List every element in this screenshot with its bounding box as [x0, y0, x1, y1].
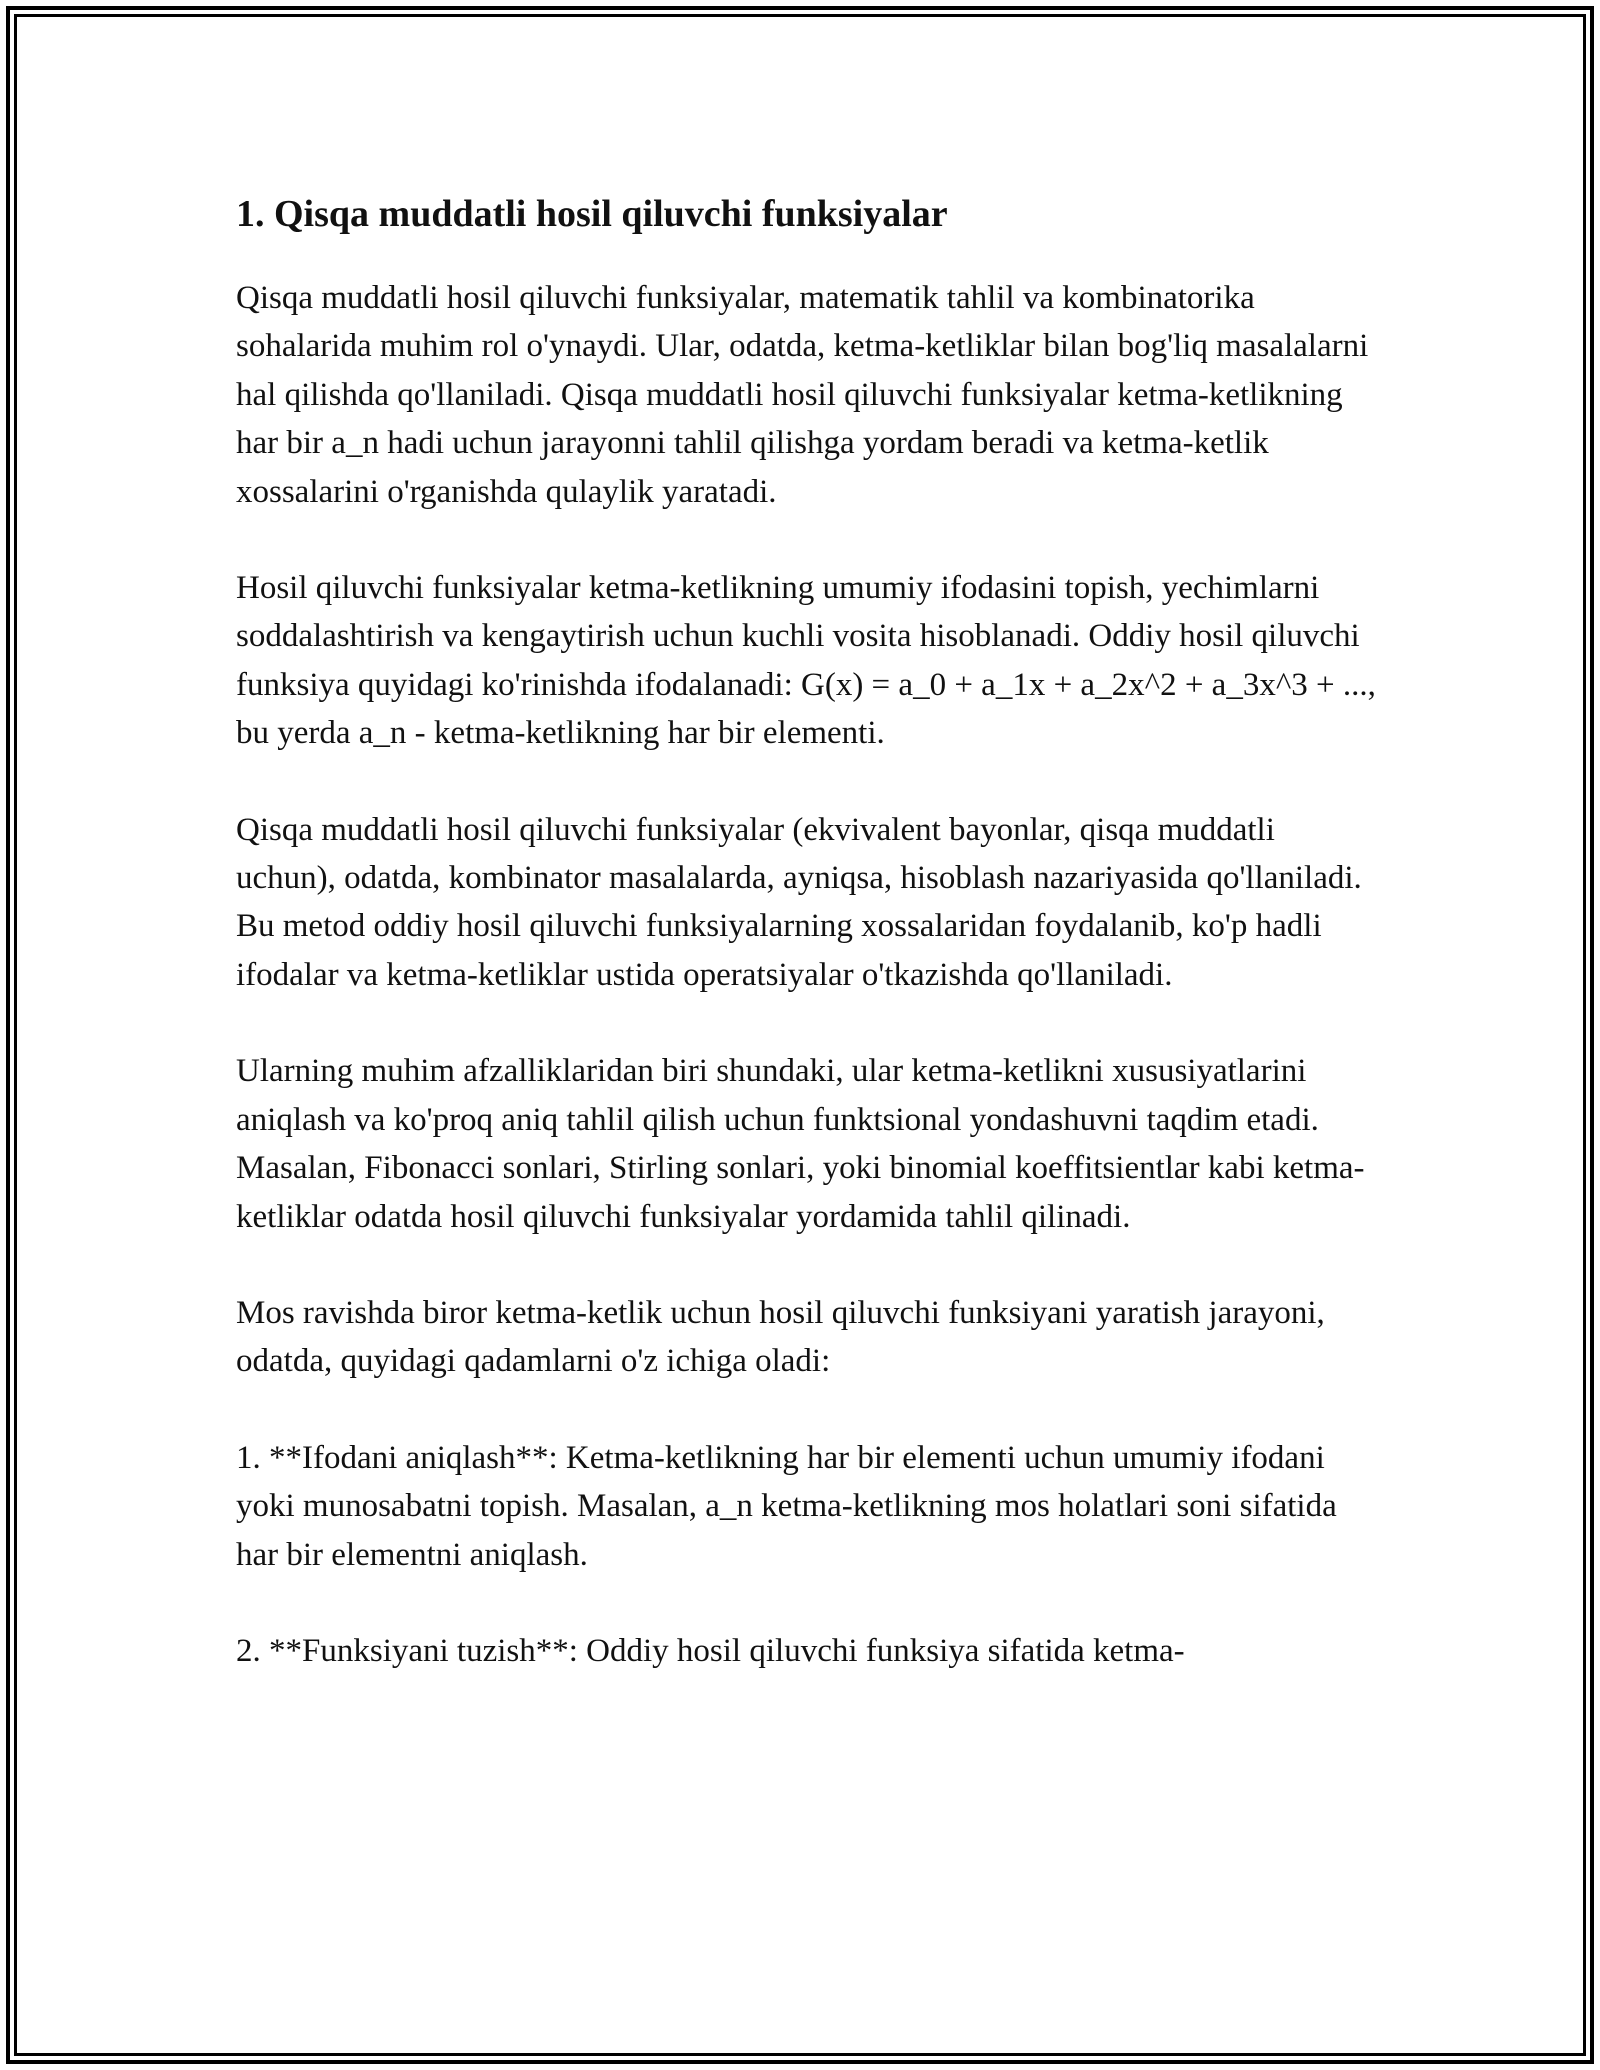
paragraph-advantages: Ularning muhim afzalliklaridan biri shundaki, ular ketma-ketlikni xususiyatlarini aniqlash va ko'proq aniq tahlil qilish uchun funktsional yondashuvni taqdim etadi. Masalan, Fibonacci sonlari, Stirling sonlari, yoki binomial koeffitsientlar kabi ketma-ketliklar odatda hosil qiluvchi funksiyalar yordamida tahlil qilinadi. [236, 1053, 1365, 1235]
paragraph-step-2: 2. **Funksiyani tuzish**: Oddiy hosil qiluvchi funksiya sifatida ketma- [236, 1632, 1185, 1669]
document-body [236, 186, 1376, 1723]
paragraph-definition: Hosil qiluvchi funksiyalar ketma-ketlikning umumiy ifodasini topish, yechimlarni soddalashtirish va kengaytirish uchun kuchli vosita hisoblanadi. Oddiy hosil qiluvchi funksiya quyidagi ko'rinishda ifodalanadi: G(x) = a_0 + a_1x + a_2x^2 + a_3x^3 + ..., bu yerda a_n - ketma-ketlikning har bir elementi. [236, 570, 1376, 752]
paragraph-intro: Qisqa muddatli hosil qiluvchi funksiyalar, matematik tahlil va kombinatorika sohalarida muhim rol o'ynaydi. Ular, odatda, ketma-ketliklar bilan bog'liq masalalarni hal qilishda qo'llaniladi. Qisqa muddatli hosil qiluvchi funksiyalar ketma-ketlikning har bir a_n hadi uchun jarayonni tahlil qilishga yordam beradi va ketma-ketlik xossalarini o'rganishda qulaylik yaratadi. [236, 280, 1369, 510]
paragraph-step-1: 1. **Ifodani aniqlash**: Ketma-ketlikning har bir elementi uchun umumiy ifodani yoki munosabatni topish. Masalan, a_n ketma-ketlikning mos holatlari soni sifatida har bir elementni aniqlash. [236, 1439, 1337, 1573]
paragraph-application: Qisqa muddatli hosil qiluvchi funksiyalar (ekvivalent bayonlar, qisqa muddatli uchun), odatda, kombinator masalalarda, ayniqsa, hisoblash nazariyasida qo'llaniladi. Bu metod oddiy hosil qiluvchi funksiyalarning xossalaridan foydalanib, ko'p hadli ifodalar va ketma-ketliklar ustida operatsiyalar o'tkazishda qo'llaniladi. [236, 811, 1362, 993]
section-heading: 1. Qisqa muddatli hosil qiluvchi funksiyalar [236, 193, 948, 235]
paragraph-steps-intro: Mos ravishda biror ketma-ketlik uchun hosil qiluvchi funksiyani yaratish jarayoni, odatda, quyidagi qadamlarni o'z ichiga oladi: [236, 1294, 1325, 1380]
